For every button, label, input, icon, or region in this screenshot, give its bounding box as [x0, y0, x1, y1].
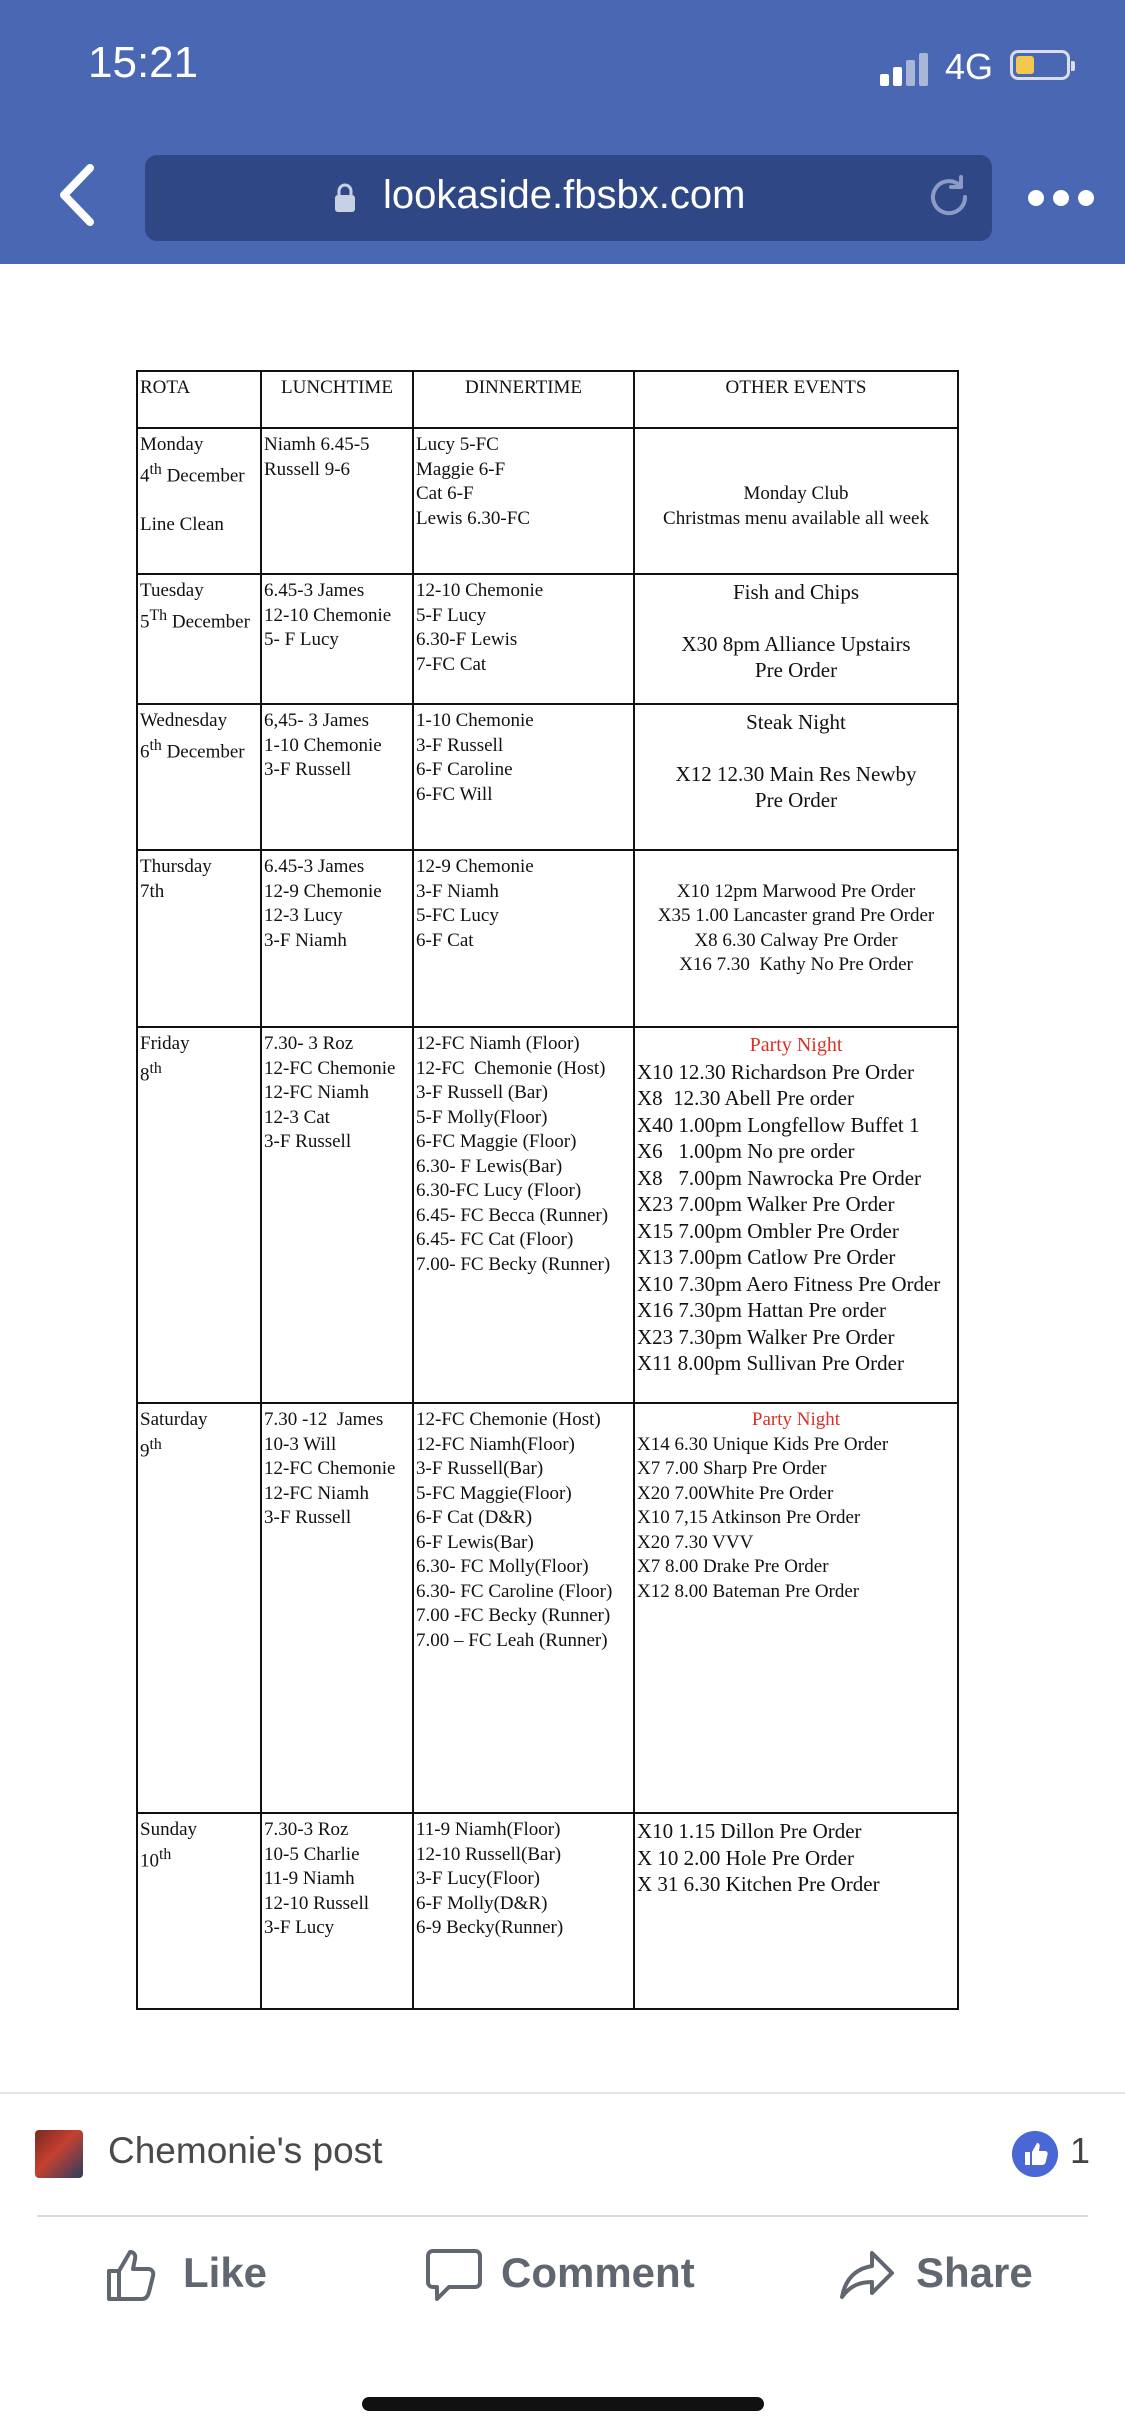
footer-divider — [0, 2092, 1125, 2094]
events-cell: X10 1.15 Dillon Pre Order X 10 2.00 Hole Pre Order X 31 6.30 Kitchen Pre Order — [634, 1813, 958, 2009]
dinner-cell: Lucy 5-FC Maggie 6-F Cat 6-F Lewis 6.30-FC — [413, 428, 634, 574]
party-night-label: Party Night — [751, 1409, 841, 1430]
day-cell: Friday 8th — [137, 1027, 261, 1403]
table-row — [137, 1403, 958, 1813]
table-row — [137, 574, 958, 704]
post-author-label[interactable]: Chemonie's post — [108, 2130, 383, 2171]
day-cell: Wednesday 6th December — [137, 704, 261, 850]
party-night-label: Party Night — [749, 1034, 843, 1056]
events-cell: Steak Night X12 12.30 Main Res Newby Pre Order — [634, 704, 958, 850]
more-options-icon[interactable] — [1028, 190, 1094, 208]
lunch-cell: 6.45-3 James 12-9 Chemonie 12-3 Lucy 3-F Niamh — [261, 850, 413, 1027]
browser-header — [0, 0, 1125, 264]
like-reaction-icon[interactable] — [1012, 2131, 1058, 2177]
lunch-cell: 7.30-3 Roz 10-5 Charlie 11-9 Niamh 12-10 Russell 3-F Lucy — [261, 1813, 413, 2009]
header-lunchtime: LUNCHTIME — [261, 371, 413, 428]
status-time: 15:21 — [88, 38, 199, 87]
reload-icon[interactable] — [925, 173, 973, 221]
table-row — [137, 1027, 958, 1403]
lunch-cell: 7.30 -12 James 10-3 Will 12-FC Chemonie 12-FC Niamh 3-F Russell — [261, 1403, 413, 1813]
table-row — [137, 850, 958, 1027]
like-count: 1 — [1070, 2130, 1091, 2171]
day-cell: Thursday 7th — [137, 850, 261, 1027]
lunch-cell: 7.30- 3 Roz 12-FC Chemonie 12-FC Niamh 12-3 Cat 3-F Russell — [261, 1027, 413, 1403]
rota-table — [136, 370, 959, 2010]
events-cell: X10 12pm Marwood Pre Order X35 1.00 Lancaster grand Pre Order X8 6.30 Calway Pre Order X16 7.30 Kathy No Pre Order — [634, 850, 958, 1027]
dinner-cell: 12-FC Chemonie (Host) 12-FC Niamh(Floor) 3-F Russell(Bar) 5-FC Maggie(Floor) 6-F Cat (D&R) 6-F Lewis(Bar) 6.30- FC Molly(Floor) 6.30- FC Caroline (Floor) 7.00 -FC Becky (Runner) 7.00 – FC Leah (Runner) — [413, 1403, 634, 1813]
comment-button[interactable]: Comment — [425, 2245, 705, 2305]
back-icon[interactable] — [52, 160, 102, 230]
url-bar[interactable] — [145, 155, 992, 241]
url-text: lookaside.fbsbx.com — [383, 173, 746, 217]
lunch-cell: 6,45- 3 James 1-10 Chemonie 3-F Russell — [261, 704, 413, 850]
battery-icon — [1010, 50, 1070, 80]
dinner-cell: 12-9 Chemonie 3-F Niamh 5-FC Lucy 6-F Cat — [413, 850, 634, 1027]
events-cell: Party Night X14 6.30 Unique Kids Pre Order X7 7.00 Sharp Pre Order X20 7.00White Pre Order X10 7,15 Atkinson Pre Order X20 7.30 VVV X7 8.00 Drake Pre Order X12 8.00 Bateman Pre Order — [634, 1403, 958, 1813]
dinner-cell: 11-9 Niamh(Floor) 12-10 Russell(Bar) 3-F Lucy(Floor) 6-F Molly(D&R) 6-9 Becky(Runner) — [413, 1813, 634, 2009]
lunch-cell: Niamh 6.45-5 Russell 9-6 — [261, 428, 413, 574]
thumbs-up-icon — [105, 2245, 163, 2303]
share-icon — [838, 2245, 896, 2303]
lunch-cell: 6.45-3 James 12-10 Chemonie 5- F Lucy — [261, 574, 413, 704]
day-cell: Tuesday 5Th December — [137, 574, 261, 704]
day-cell: Sunday 10th — [137, 1813, 261, 2009]
header-dinnertime: DINNERTIME — [413, 371, 634, 428]
like-button[interactable]: Like — [105, 2245, 275, 2305]
comment-icon — [425, 2245, 483, 2303]
rota-document — [136, 370, 959, 2010]
signal-icon — [880, 50, 932, 86]
day-cell: Monday 4th December Line Clean — [137, 428, 261, 574]
share-button[interactable]: Share — [838, 2245, 1038, 2305]
events-cell: Monday Club Christmas menu available all week — [634, 428, 958, 574]
header-other-events: OTHER EVENTS — [634, 371, 958, 428]
dinner-cell: 12-10 Chemonie 5-F Lucy 6.30-F Lewis 7-FC Cat — [413, 574, 634, 704]
table-row — [137, 704, 958, 850]
day-cell: Saturday 9th — [137, 1403, 261, 1813]
network-label: 4G — [945, 46, 994, 87]
events-cell: Fish and Chips X30 8pm Alliance Upstairs Pre Order — [634, 574, 958, 704]
dinner-cell: 1-10 Chemonie 3-F Russell 6-F Caroline 6-FC Will — [413, 704, 634, 850]
table-row — [137, 428, 958, 574]
lock-icon — [333, 183, 357, 213]
dinner-cell: 12-FC Niamh (Floor) 12-FC Chemonie (Host) 3-F Russell (Bar) 5-F Molly(Floor) 6-FC Maggie (Floor) 6.30- F Lewis(Bar) 6.30-FC Lucy (Floor) 6.45- FC Becca (Runner) 6.45- FC Cat (Floor) 7.00- FC Becky (Runner) — [413, 1027, 634, 1403]
avatar[interactable] — [35, 2130, 83, 2178]
home-indicator[interactable] — [362, 2397, 764, 2411]
table-row — [137, 1813, 958, 2009]
actions-divider — [37, 2215, 1088, 2217]
header-rota: ROTA — [137, 371, 261, 428]
events-cell: Party Night X10 12.30 Richardson Pre Order X8 12.30 Abell Pre order X40 1.00pm Longfellow Buffet 1 X6 1.00pm No pre order X8 7.00pm Nawrocka Pre Order X23 7.00pm Walker Pre Order X15 7.00pm Ombler Pre Order X13 7.00pm Catlow Pre Order X10 7.30pm Aero Fitness Pre Order X16 7.30pm Hattan Pre order X23 7.30pm Walker Pre Order X11 8.00pm Sullivan Pre Order — [634, 1027, 958, 1403]
